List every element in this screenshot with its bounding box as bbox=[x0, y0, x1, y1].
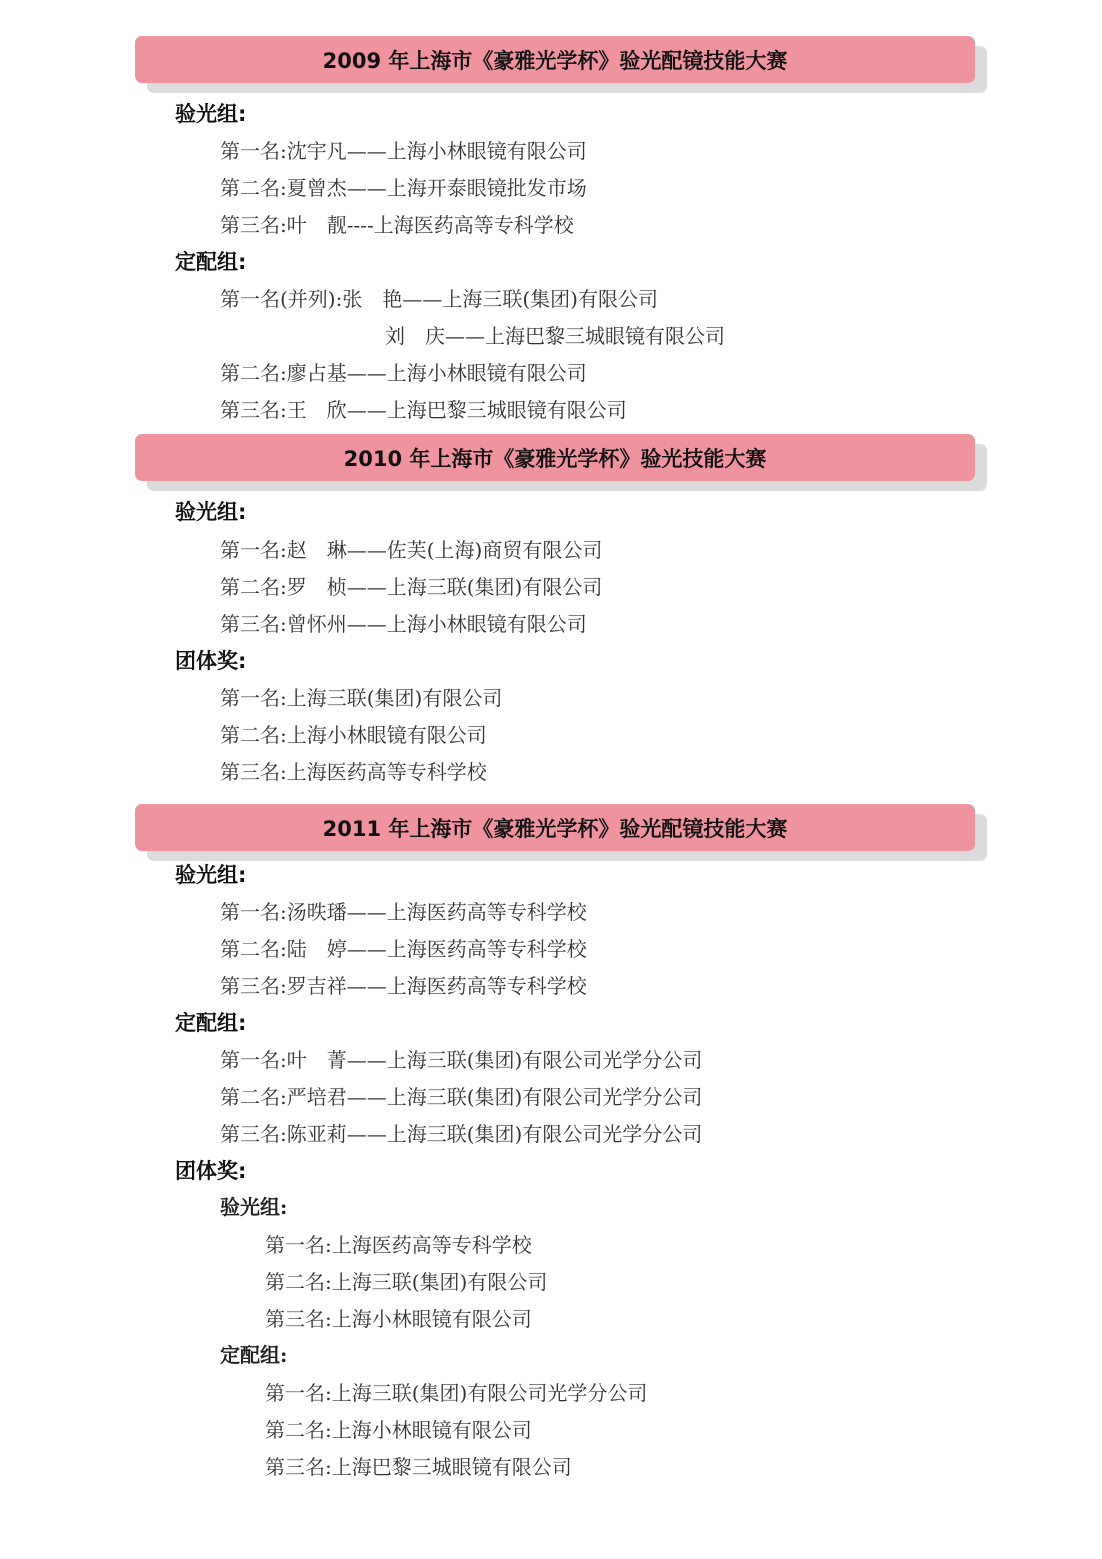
group-heading-fitting: 定配组: bbox=[175, 1011, 247, 1035]
result-line: 第一名:沈宇凡——上海小林眼镜有限公司 bbox=[220, 139, 587, 163]
result-line: 第二名:夏曾杰——上海开泰眼镜批发市场 bbox=[220, 176, 587, 200]
group-heading-team: 团体奖: bbox=[175, 1159, 247, 1183]
result-line: 第二名:上海三联(集团)有限公司 bbox=[265, 1270, 548, 1294]
result-line: 刘 庆——上海巴黎三城眼镜有限公司 bbox=[385, 324, 725, 348]
banner-title: 2011 年上海市《豪雅光学杯》验光配镜技能大赛 bbox=[135, 804, 975, 851]
group-heading-refraction: 验光组: bbox=[175, 863, 247, 887]
result-line: 第三名:曾怀州——上海小林眼镜有限公司 bbox=[220, 612, 587, 636]
result-line: 第三名:上海巴黎三城眼镜有限公司 bbox=[265, 1455, 572, 1479]
result-line: 第三名:叶 靓----上海医药高等专科学校 bbox=[220, 213, 574, 237]
result-line: 第二名:上海小林眼镜有限公司 bbox=[265, 1418, 532, 1442]
group-heading-fitting: 定配组: bbox=[175, 250, 247, 274]
result-line: 第二名:罗 桢——上海三联(集团)有限公司 bbox=[220, 575, 603, 599]
banner-2009 bbox=[135, 36, 975, 83]
banner-title: 2009 年上海市《豪雅光学杯》验光配镜技能大赛 bbox=[135, 36, 975, 83]
result-line: 第三名:上海小林眼镜有限公司 bbox=[265, 1307, 532, 1331]
result-line: 第二名:上海小林眼镜有限公司 bbox=[220, 723, 487, 747]
result-line: 第一名:叶 菁——上海三联(集团)有限公司光学分公司 bbox=[220, 1048, 703, 1072]
result-line: 第一名:汤昳璠——上海医药高等专科学校 bbox=[220, 900, 587, 924]
result-line: 第一名(并列):张 艳——上海三联(集团)有限公司 bbox=[220, 287, 658, 311]
result-line: 第一名:上海医药高等专科学校 bbox=[265, 1233, 532, 1257]
result-line: 第一名:赵 琳——佐芙(上海)商贸有限公司 bbox=[220, 538, 603, 562]
result-line: 第一名:上海三联(集团)有限公司 bbox=[220, 686, 503, 710]
banner-2010 bbox=[135, 434, 975, 481]
group-heading-refraction: 验光组: bbox=[175, 102, 247, 126]
group-heading-team: 团体奖: bbox=[175, 649, 247, 673]
result-line: 第二名:严培君——上海三联(集团)有限公司光学分公司 bbox=[220, 1085, 703, 1109]
subgroup-heading-refraction: 验光组: bbox=[220, 1195, 288, 1219]
result-line: 第三名:上海医药高等专科学校 bbox=[220, 760, 487, 784]
result-line: 第二名:陆 婷——上海医药高等专科学校 bbox=[220, 937, 587, 961]
result-line: 第三名:陈亚莉——上海三联(集团)有限公司光学分公司 bbox=[220, 1122, 703, 1146]
subgroup-heading-fitting: 定配组: bbox=[220, 1343, 288, 1367]
banner-title: 2010 年上海市《豪雅光学杯》验光技能大赛 bbox=[135, 434, 975, 481]
banner-2011 bbox=[135, 804, 975, 851]
group-heading-refraction: 验光组: bbox=[175, 500, 247, 524]
result-line: 第三名:罗吉祥——上海医药高等专科学校 bbox=[220, 974, 587, 998]
result-line: 第二名:廖占基——上海小林眼镜有限公司 bbox=[220, 361, 587, 385]
result-line: 第一名:上海三联(集团)有限公司光学分公司 bbox=[265, 1381, 648, 1405]
result-line: 第三名:王 欣——上海巴黎三城眼镜有限公司 bbox=[220, 398, 627, 422]
